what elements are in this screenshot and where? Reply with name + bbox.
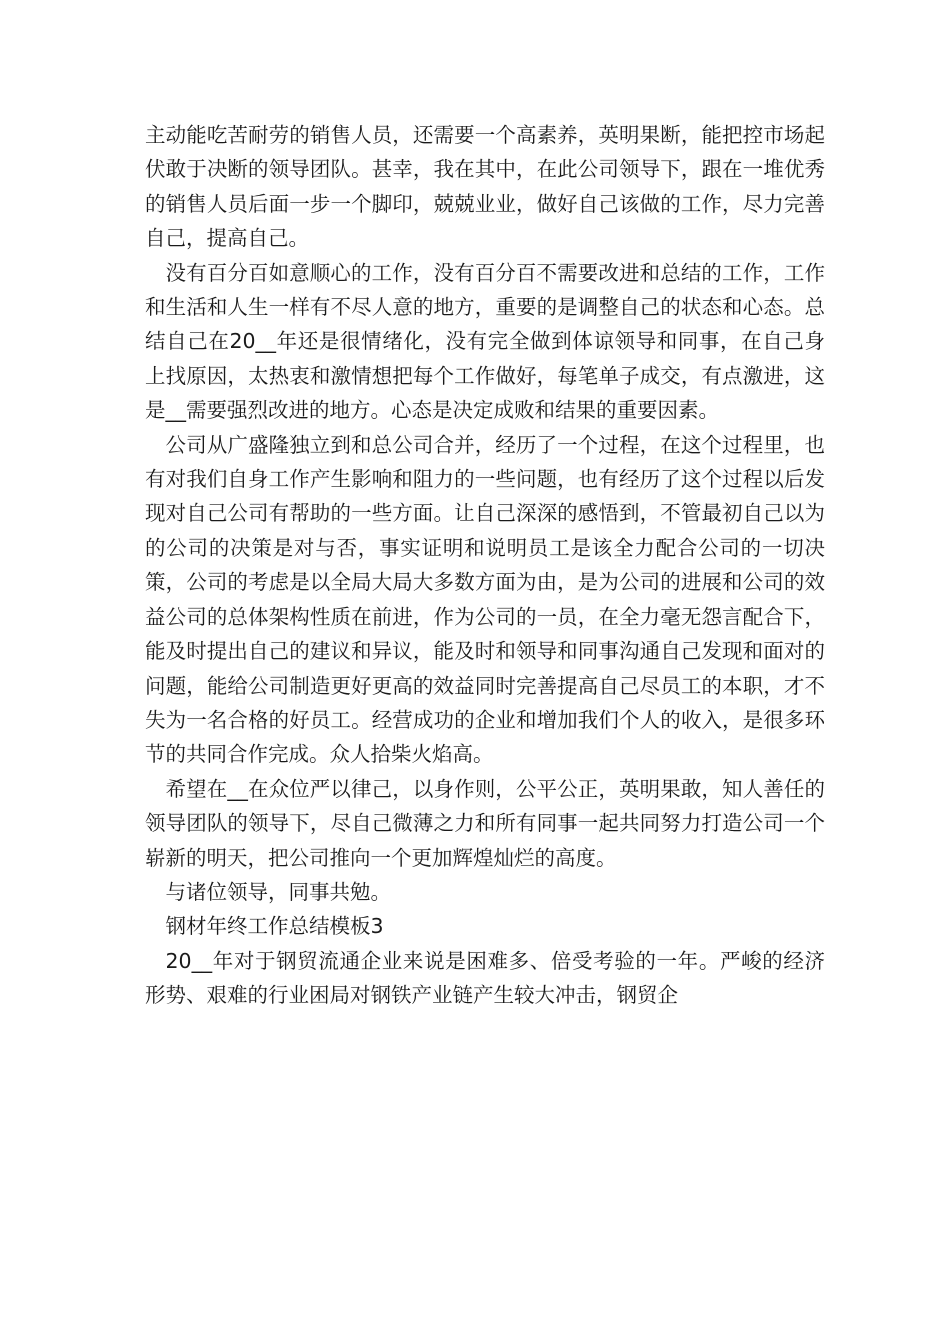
paragraph-1: 主动能吃苦耐劳的销售人员，还需要一个高素养，英明果断，能把控市场起伏敢于决断的领导团队。甚幸，我在其中，在此公司领导下，跟在一堆优秀的销售人员后面一步一个脚印，兢兢业业，做好自己该做的工作，尽力完善自己，提高自己。 (145, 123, 825, 251)
paragraph-5: 与诸位领导，同事共勉。 (165, 879, 391, 904)
paragraph-2: 没有百分百如意顺心的工作，没有百分百不需要改进和总结的工作，工作和生活和人生一样有不尽人意的地方，重要的是调整自己的状态和心态。总结自己在20__年还是很情绪化，没有完全做到体谅领导和同事，在自己身上找原因，太热衷和激情想把每个工作做好，每笔单子成交，有点激进，这是__需要强烈改进的地方。心态是决定成败和结果的重要因素。 (145, 260, 825, 423)
document-body (145, 118, 825, 1013)
section-heading: 钢材年终工作总结模板3 (165, 914, 384, 939)
paragraph-3: 公司从广盛隆独立到和总公司合并，经历了一个过程，在这个过程里，也有对我们自身工作产生影响和阻力的一些问题，也有经历了这个过程以后发现对自己公司有帮助的一些方面。让自己深深的感悟到，不管最初自己以为的公司的决策是对与否，事实证明和说明员工是该全力配合公司的一切决策，公司的考虑是以全局大局大多数方面为由，是为公司的进展和公司的效益公司的总体架构性质在前进，作为公司的一员，在全力毫无怨言配合下，能及时提出自己的建议和异议，能及时和领导和同事沟通自己发现和面对的问题，能给公司制造更好更高的效益同时完善提高自己尽员工的本职，才不失为一名合格的好员工。经营成功的企业和增加我们个人的收入，是很多环节的共同合作完成。众人拾柴火焰高。 (145, 432, 825, 767)
paragraph-6: 20__年对于钢贸流通企业来说是困难多、倍受考验的一年。严峻的经济形势、艰难的行业困局对钢铁产业链产生较大冲击，钢贸企 (145, 948, 825, 1008)
paragraph-4: 希望在__在众位严以律己，以身作则，公平公正，英明果敢，知人善任的领导团队的领导下，尽自己微薄之力和所有同事一起共同努力打造公司一个崭新的明天，把公司推向一个更加辉煌灿烂的高度。 (145, 776, 825, 870)
